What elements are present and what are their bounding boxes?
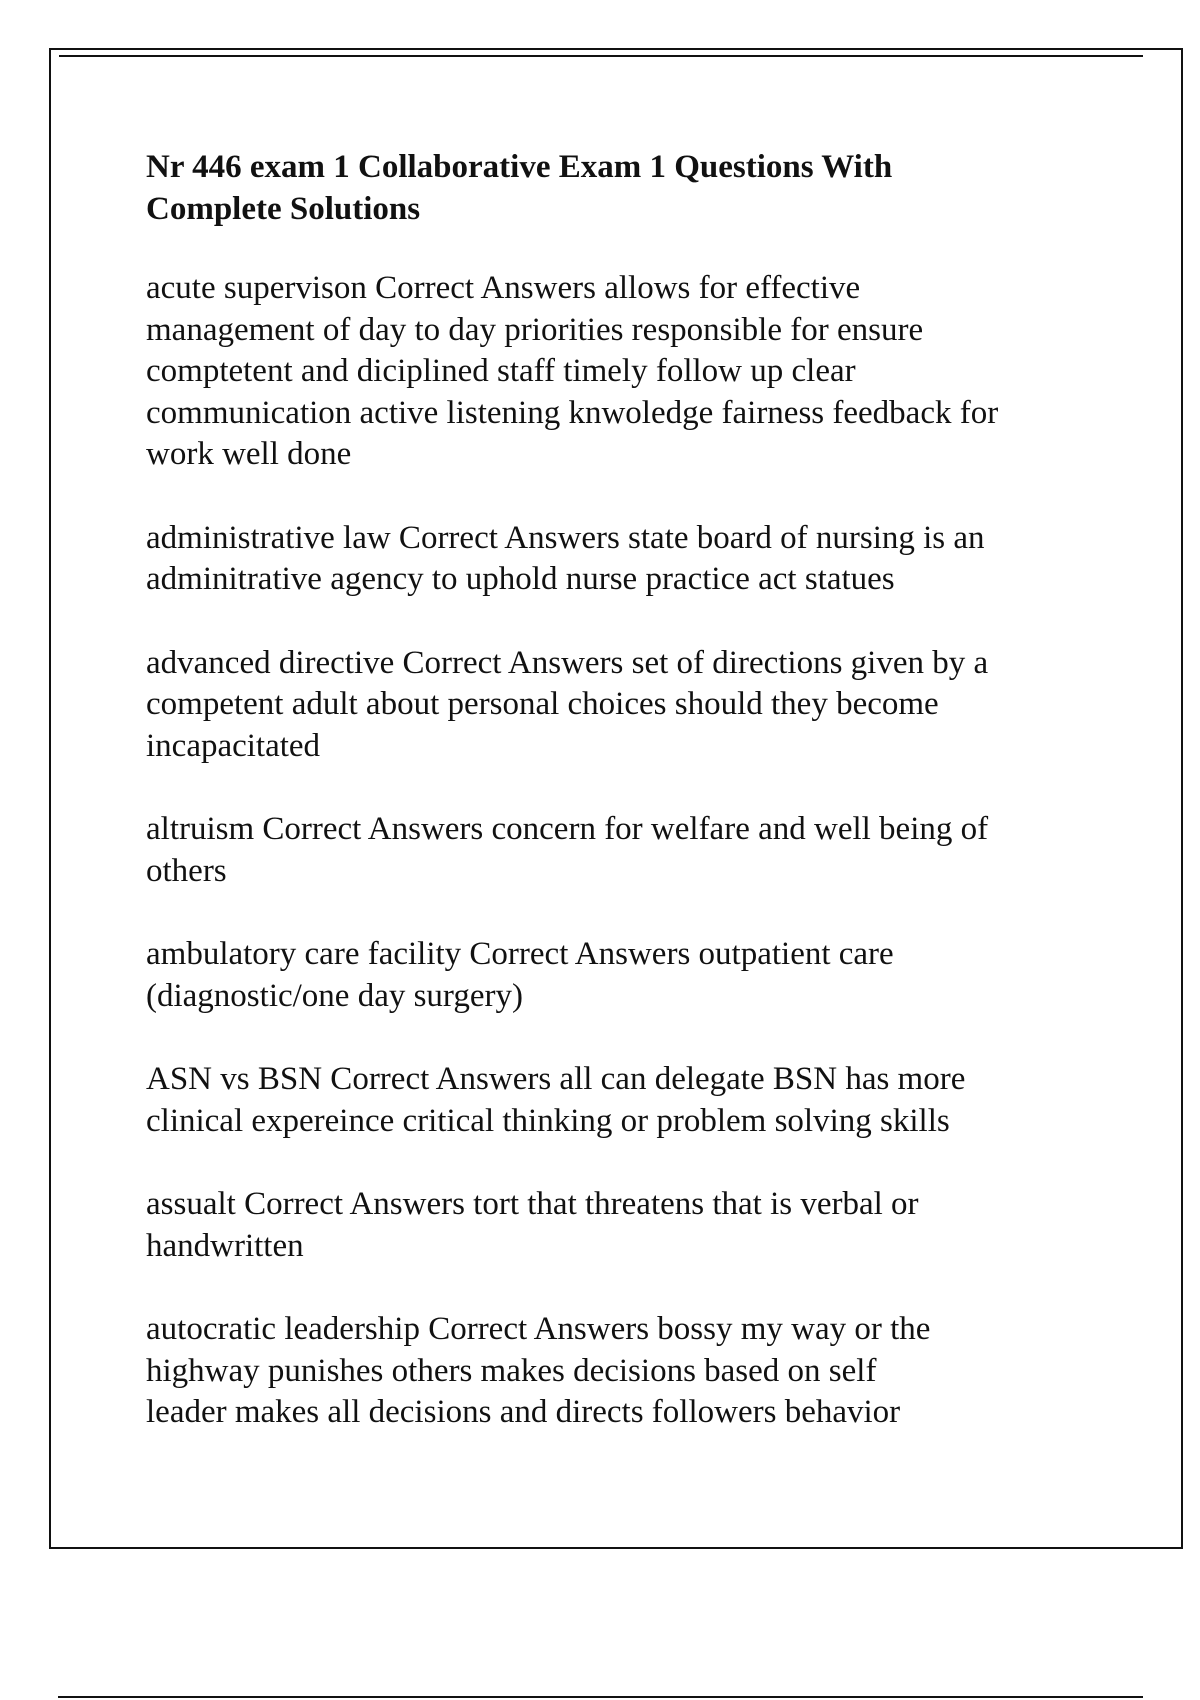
entry-altruism: altruism Correct Answers concern for welfare and well being of others xyxy=(146,811,989,889)
bottom-rule xyxy=(58,1696,1143,1698)
document-content xyxy=(146,146,1136,1476)
entry-assault: assualt Correct Answers tort that threatens that is verbal or handwritten xyxy=(146,1186,919,1264)
entry-administrative-law: administrative law Correct Answers state board of nursing is an adminitrative agency to uphold nurse practice act statues xyxy=(146,519,985,597)
entry-ambulatory-care-facility: ambulatory care facility Correct Answers outpatient care (diagnostic/one day surgery) xyxy=(146,936,894,1014)
document-title: Nr 446 exam 1 Collaborative Exam 1 Questions With Complete Solutions xyxy=(146,149,893,227)
entry-asn-vs-bsn: ASN vs BSN Correct Answers all can delegate BSN has more clinical expereince critical thinking or problem solving skills xyxy=(146,1061,966,1139)
entry-autocratic-leadership: autocratic leadership Correct Answers bossy my way or the highway punishes others makes decisions based on self leader makes all decisions and directs followers behavior xyxy=(146,1311,931,1430)
top-rule xyxy=(59,55,1143,57)
entry-acute-supervision: acute supervison Correct Answers allows for effective management of day to day priorities responsible for ensure comptetent and diciplined staff timely follow up clear communication active listening knwoledge fairness feedback for work well done xyxy=(146,270,999,472)
entry-advanced-directive: advanced directive Correct Answers set of directions given by a competent adult about personal choices should they become incapacitated xyxy=(146,644,989,764)
page-frame xyxy=(49,48,1183,1549)
